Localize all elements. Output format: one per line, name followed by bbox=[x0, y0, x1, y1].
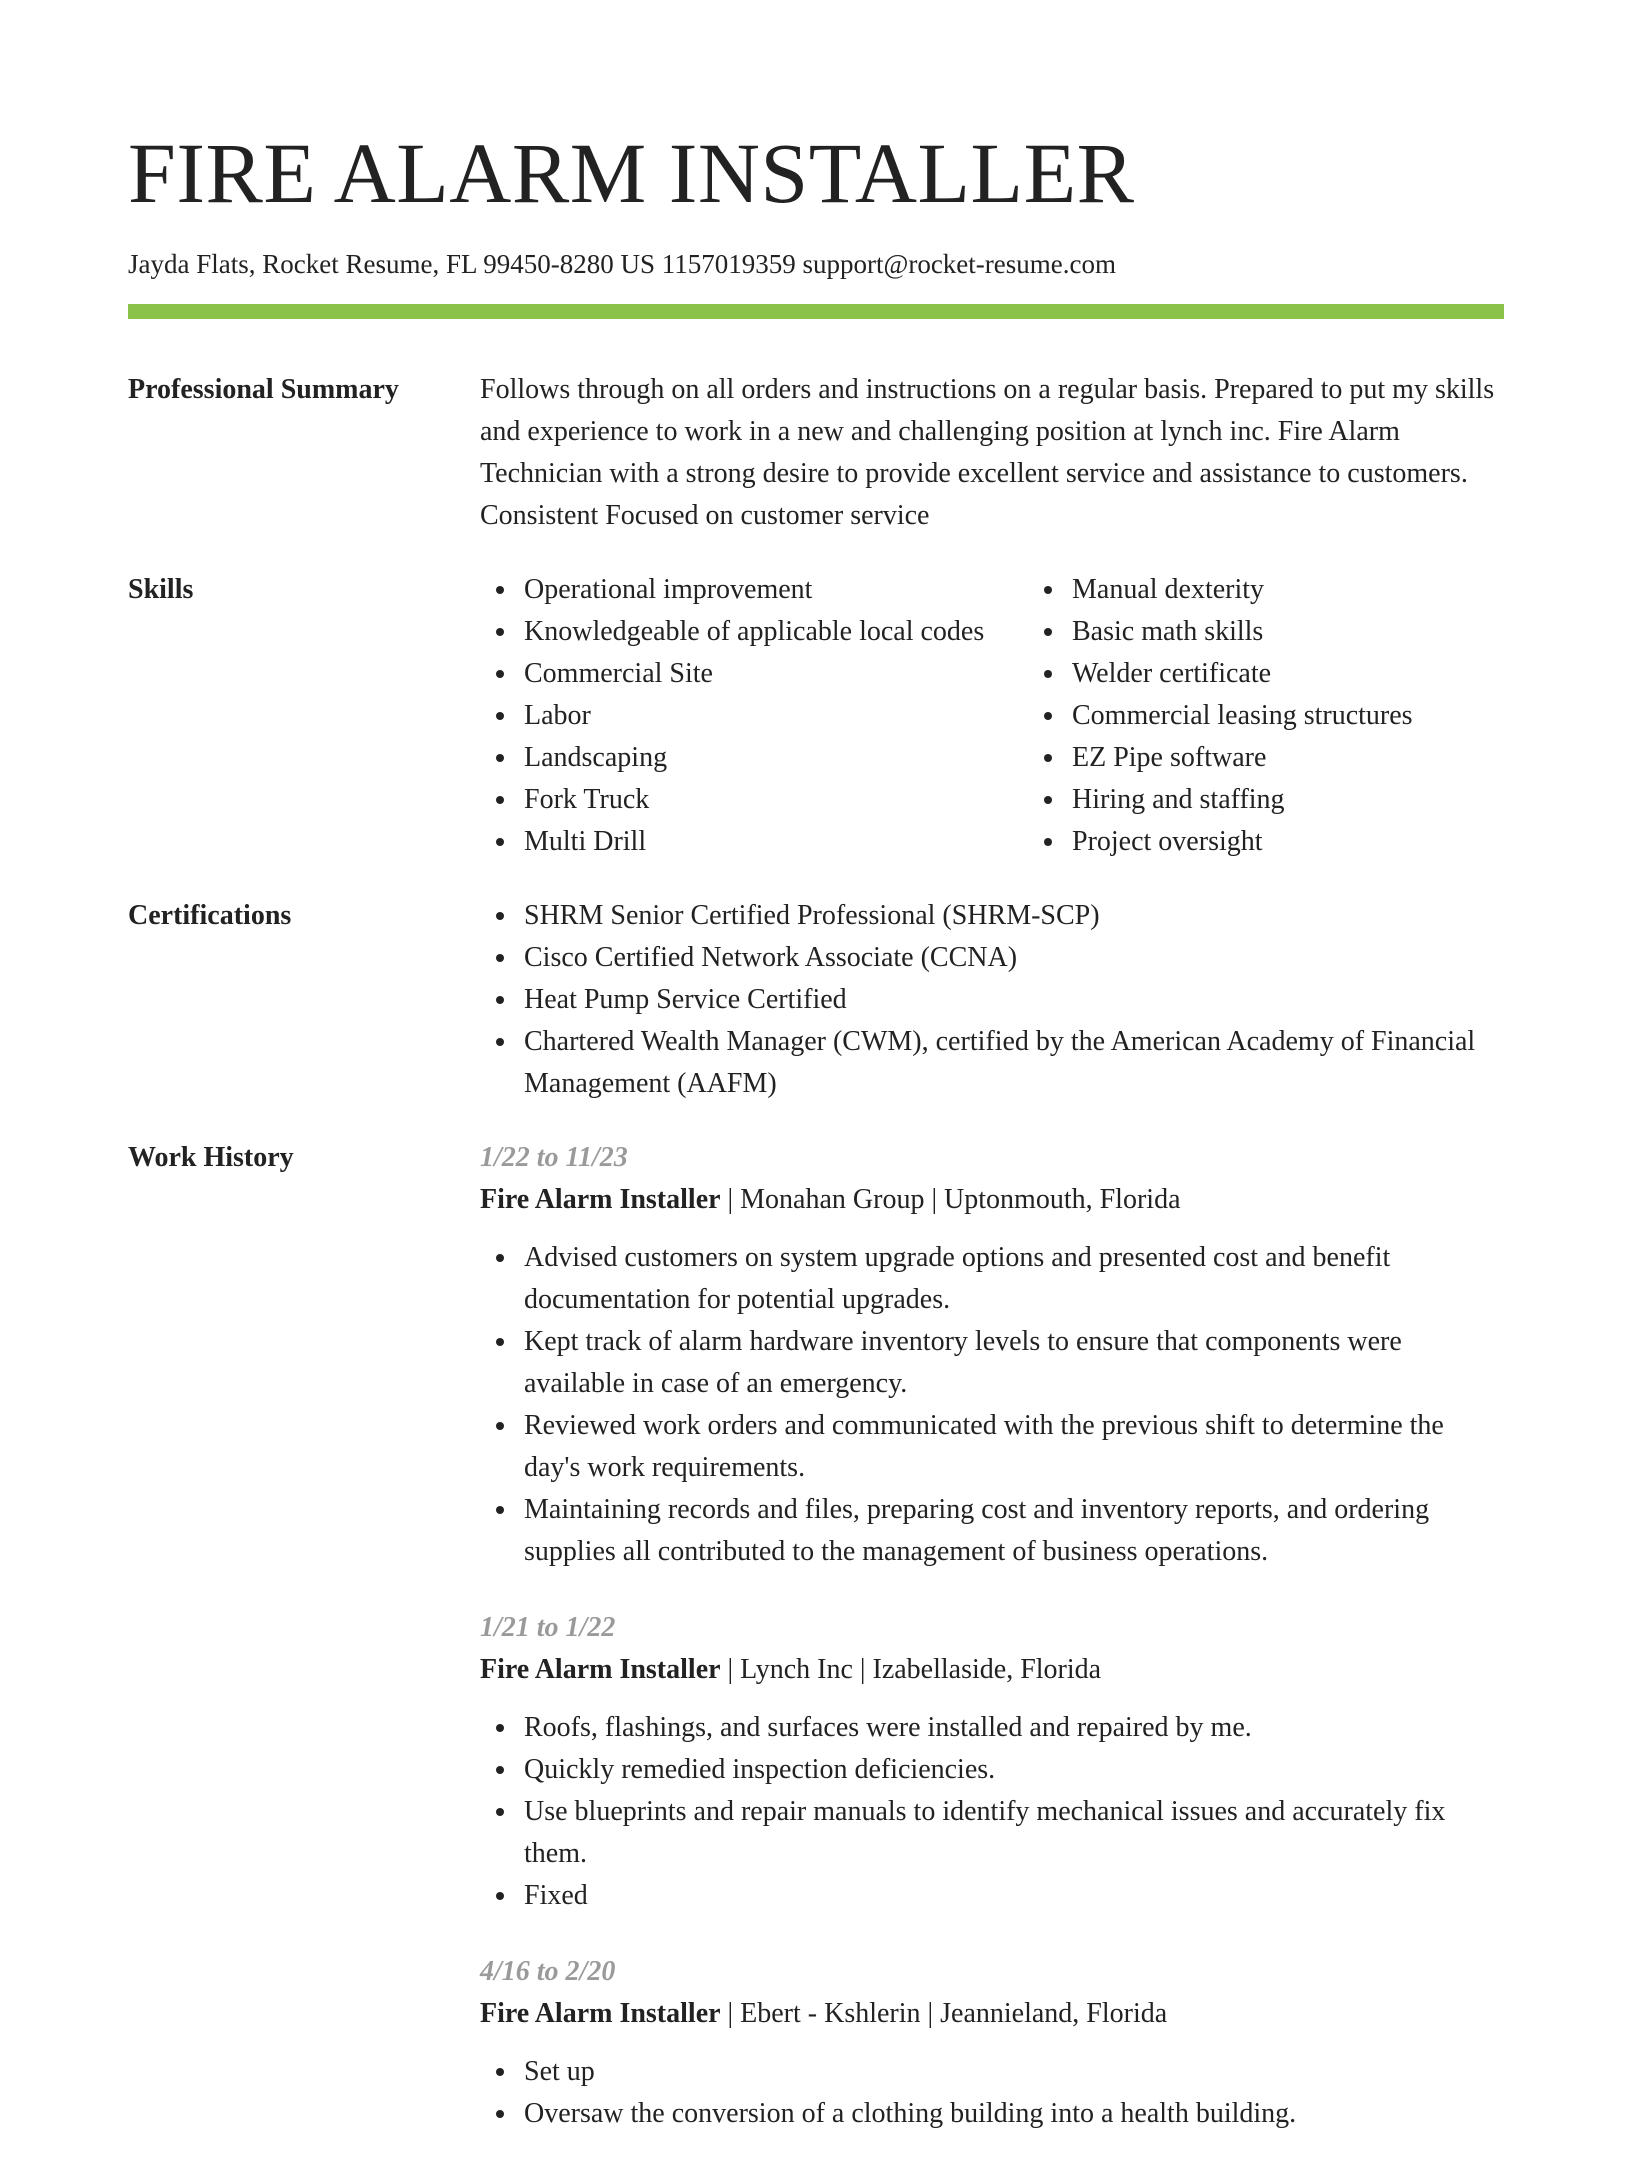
resume-title: FIRE ALARM INSTALLER bbox=[128, 125, 1135, 221]
work-history-body bbox=[480, 1137, 1504, 2169]
certifications-body bbox=[480, 895, 1504, 1105]
skill-item: Landscaping bbox=[524, 737, 1028, 779]
job-bullet: Oversaw the conversion of a clothing building into a health building. bbox=[524, 2093, 1504, 2135]
section-label: Certifications bbox=[128, 900, 292, 931]
job-heading bbox=[480, 1179, 1504, 1221]
skill-item: Commercial Site bbox=[524, 653, 1028, 695]
job-bullets bbox=[480, 1237, 1504, 1573]
skill-item: Project oversight bbox=[1072, 821, 1592, 863]
job-bullets bbox=[480, 2051, 1504, 2135]
skill-item: Multi Drill bbox=[524, 821, 1028, 863]
job-title: Fire Alarm Installer bbox=[480, 1184, 721, 1215]
skill-item: Fork Truck bbox=[524, 779, 1028, 821]
skill-item: Basic math skills bbox=[1072, 611, 1592, 653]
job-employer-location: | Monahan Group | Uptonmouth, Florida bbox=[720, 1184, 1181, 1215]
resume-page bbox=[128, 0, 1504, 2169]
job-bullet: Maintaining records and files, preparing cost and inventory reports, and ordering supplies all contributed to the management of business operations. bbox=[524, 1489, 1504, 1573]
job-dates: 1/21 to 1/22 bbox=[480, 1612, 616, 1643]
skill-item: Labor bbox=[524, 695, 1028, 737]
job-employer-location: | Lynch Inc | Izabellaside, Florida bbox=[720, 1654, 1102, 1685]
job-bullet: Use blueprints and repair manuals to identify mechanical issues and accurately fix them. bbox=[524, 1791, 1504, 1875]
section-label: Professional Summary bbox=[128, 374, 399, 405]
certification-item: SHRM Senior Certified Professional (SHRM-SCP) bbox=[524, 895, 1504, 937]
job-bullet: Quickly remedied inspection deficiencies. bbox=[524, 1749, 1504, 1791]
job-dates: 4/16 to 2/20 bbox=[480, 1956, 616, 1987]
skill-item: Commercial leasing structures bbox=[1072, 695, 1592, 737]
certification-item: Cisco Certified Network Associate (CCNA) bbox=[524, 937, 1504, 979]
skill-item: EZ Pipe software bbox=[1072, 737, 1592, 779]
job-heading bbox=[480, 1993, 1504, 2035]
skill-item: Manual dexterity bbox=[1072, 569, 1592, 611]
section-label: Skills bbox=[128, 574, 194, 605]
skill-item: Knowledgeable of applicable local codes bbox=[524, 611, 1028, 653]
job-bullet: Advised customers on system upgrade options and presented cost and benefit documentation for potential upgrades. bbox=[524, 1237, 1504, 1321]
summary-text: Follows through on all orders and instructions on a regular basis. Prepared to put my skills and experience to work in a new and challenging position at lynch inc. Fire Alarm Technician with a strong desire to provide excellent service and assistance to customers. Consistent Focused on customer service bbox=[480, 374, 1495, 531]
job-bullet: Reviewed work orders and communicated with the previous shift to determine the day's work requirements. bbox=[524, 1405, 1504, 1489]
certifications-section bbox=[128, 895, 1504, 1105]
job-entry bbox=[480, 1607, 1504, 1917]
job-title: Fire Alarm Installer bbox=[480, 1998, 721, 2029]
job-bullet: Fixed bbox=[524, 1875, 1504, 1917]
certification-item: Chartered Wealth Manager (CWM), certified by the American Academy of Financial Management (AAFM) bbox=[524, 1021, 1504, 1105]
skill-item: Welder certificate bbox=[1072, 653, 1592, 695]
certification-item: Heat Pump Service Certified bbox=[524, 979, 1504, 1021]
job-dates: 1/22 to 11/23 bbox=[480, 1142, 628, 1173]
job-employer-location: | Ebert - Kshlerin | Jeannieland, Florida bbox=[720, 1998, 1168, 2029]
job-title: Fire Alarm Installer bbox=[480, 1654, 721, 1685]
header-divider bbox=[128, 304, 1504, 319]
skill-item: Operational improvement bbox=[524, 569, 1028, 611]
contact-line: Jayda Flats, Rocket Resume, FL 99450-8280 US 1157019359 support@rocket-resume.com bbox=[128, 249, 1116, 279]
section-label: Work History bbox=[128, 1142, 294, 1173]
skills-section bbox=[128, 569, 1504, 863]
job-bullet: Set up bbox=[524, 2051, 1504, 2093]
work-history-section bbox=[128, 1137, 1504, 2169]
job-bullet: Roofs, flashings, and surfaces were installed and repaired by me. bbox=[524, 1707, 1504, 1749]
skills-column-left bbox=[480, 569, 1028, 863]
professional-summary-section bbox=[128, 369, 1504, 537]
skills-column-right bbox=[1028, 569, 1592, 863]
job-heading bbox=[480, 1649, 1504, 1691]
job-bullet: Kept track of alarm hardware inventory levels to ensure that components were available in case of an emergency. bbox=[524, 1321, 1504, 1405]
job-bullets bbox=[480, 1707, 1504, 1917]
skill-item: Hiring and staffing bbox=[1072, 779, 1592, 821]
skills-columns bbox=[480, 569, 1504, 863]
job-entry bbox=[480, 1951, 1504, 2135]
certifications-list bbox=[480, 895, 1504, 1105]
job-entry bbox=[480, 1137, 1504, 1573]
